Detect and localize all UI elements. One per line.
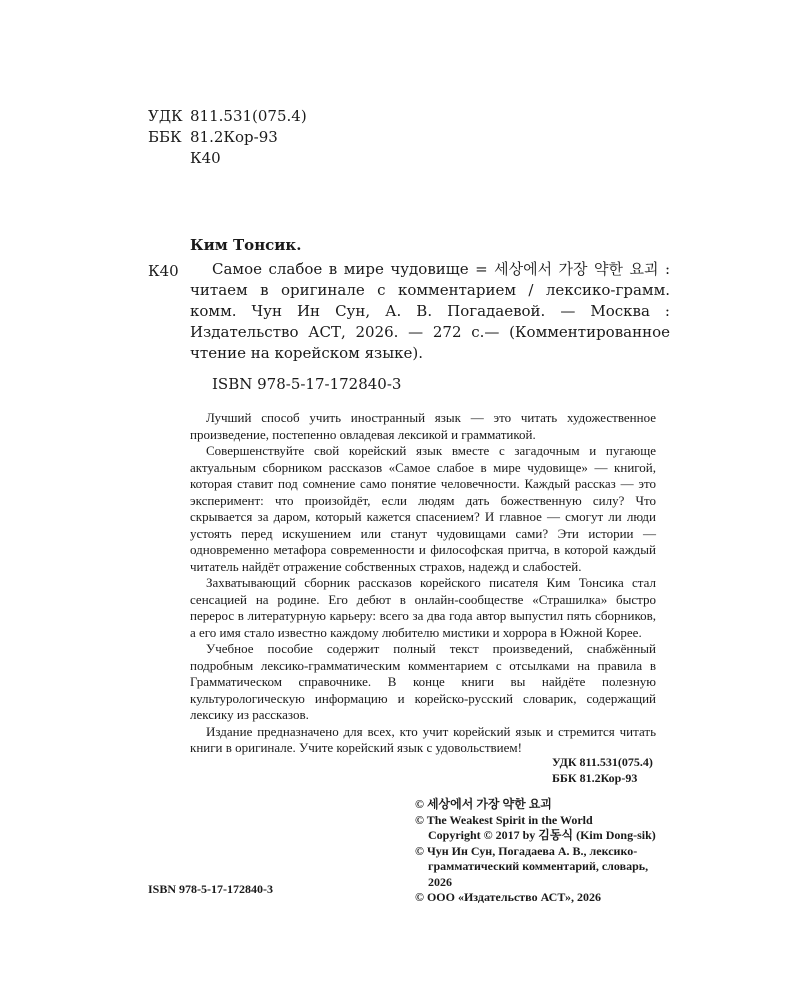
bibliography-author: Ким Тонсик.: [190, 236, 302, 254]
small-classification: [552, 754, 653, 786]
bbk-value: 81.2Кор-93: [190, 128, 278, 146]
copyright-block: [415, 797, 675, 906]
small-udk: УДК 811.531(075.4): [552, 755, 653, 769]
annotation-paragraph: Захватывающий сборник рассказов корейского писателя Ким Тонсика стал сенсацией на родине. Его дебют в онлайн-сообществе «Страшилка» быстро перерос в литературную карьеру: всего за два года автор выпустил пять сборников, а его имя стало известно каждому любителю мистики и хоррора в Южной Корее.: [190, 575, 656, 640]
annotation-paragraph: Совершенствуйте свой корейский язык вместе с загадочным и пугающе актуальным сборником рассказов «Самое слабое в мире чудовище» — книгой, которая ставит под сомнение само понятие человечности. Каждый рассказ — это эксперимент: что произойдёт, если людям дать божественную силу? Что скрывается за даром, который кажется спасением? И главное — смогут ли люди устоять перед искушением или станут чудовищами сами? Эти истории — одновременно метафора современности и философская притча, в которой каждый читатель найдёт отражение собственных страхов, надежд и слабостей.: [190, 443, 656, 574]
bbk-label: ББК: [148, 128, 182, 146]
annotation-paragraph: Издание предназначено для всех, кто учит корейский язык и стремится читать книги в оригинале. Учите корейский язык с удовольствием!: [190, 723, 656, 755]
bibliography-record: [190, 259, 670, 364]
classification-block: [148, 106, 307, 169]
small-bbk: ББК 81.2Кор-93: [552, 771, 638, 785]
copyright-line: © 세상에서 가장 약한 요괴: [415, 797, 552, 811]
udk-value: 811.531(075.4): [190, 107, 307, 125]
annotation: [190, 410, 656, 757]
annotation-paragraph: Учебное пособие содержит полный текст произведений, снабжённый подробным лексико-грамматическим комментарием с отсылками на правила в Грамматическом справочнике. В конце книги вы найдёте полезную культурологическую информацию и корейско-русский словарик, содержащий лексику из рассказов.: [190, 641, 656, 722]
bibliography-isbn: ISBN 978-5-17-172840-3: [212, 375, 402, 393]
udk-label: УДК: [148, 107, 183, 125]
annotation-paragraph: Лучший способ учить иностранный язык — это читать художественное произведение, постепенно овладевая лексикой и грамматикой.: [190, 410, 656, 442]
copyright-line: © Чун Ин Сун, Погадаева А. В., лексико-грамматический комментарий, словарь, 2026: [415, 843, 649, 889]
copyright-line: © ООО «Издательство АСТ», 2026: [415, 890, 602, 904]
bottom-isbn: ISBN 978-5-17-172840-3: [148, 882, 273, 896]
author-mark: К40: [190, 149, 221, 167]
copyright-line: Copyright © 2017 by 김동식 (Kim Dong-sik): [428, 828, 656, 842]
bibliography-margin-mark: К40: [148, 262, 179, 280]
bibliography-text: Самое слабое в мире чудовище = 세상에서 가장 약한 요괴 : читаем в оригинале с комментарием / лексико-грамм. комм. Чун Ин Сун, А. В. Погадаевой. — Москва : Издательство АСТ, 2026. — 272 с.— (Комментированное чтение на корейском языке).: [190, 260, 670, 362]
copyright-line: © The Weakest Spirit in the World: [415, 812, 593, 827]
